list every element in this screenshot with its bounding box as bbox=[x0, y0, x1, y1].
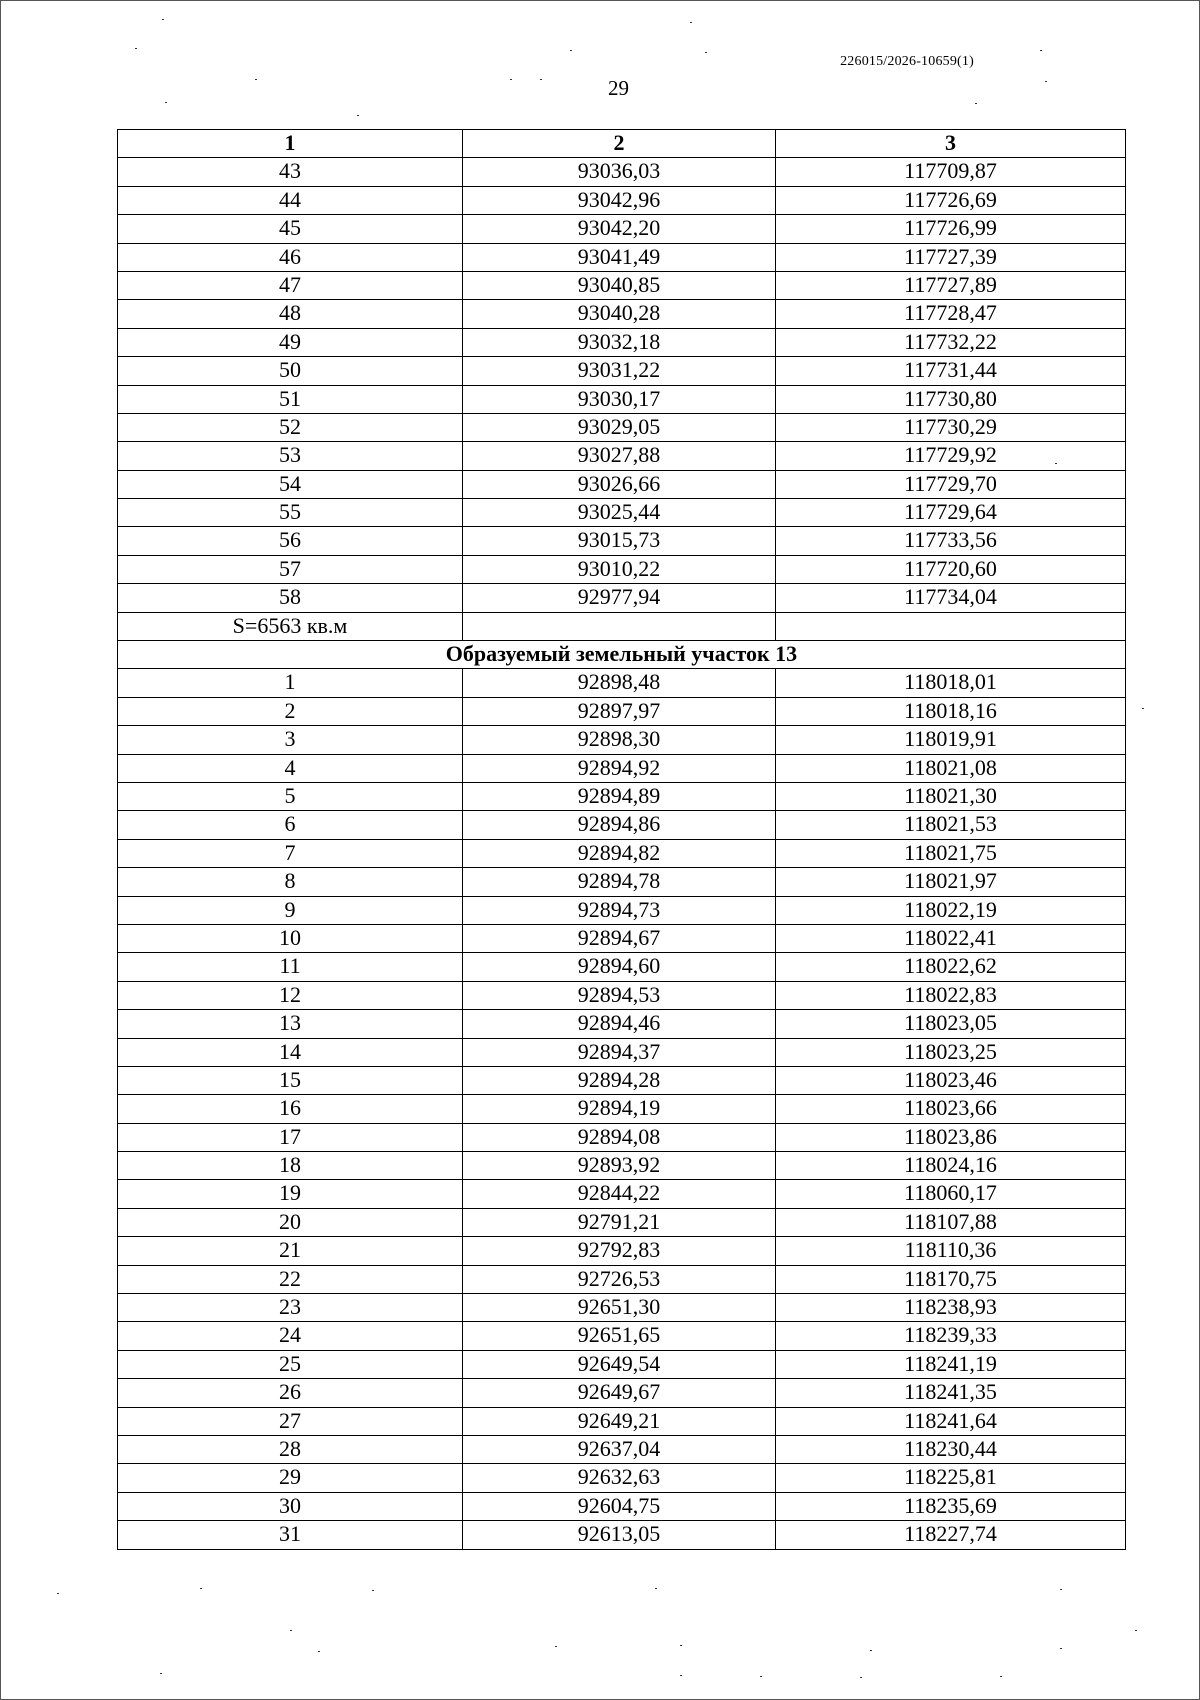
point-number: 22 bbox=[118, 1265, 463, 1293]
table-row bbox=[118, 186, 1126, 214]
point-number: 18 bbox=[118, 1152, 463, 1180]
x-coordinate: 92894,86 bbox=[463, 811, 776, 839]
y-coordinate: 117729,92 bbox=[776, 442, 1126, 470]
table-row bbox=[118, 896, 1126, 924]
x-coordinate: 92651,30 bbox=[463, 1294, 776, 1322]
point-number: 57 bbox=[118, 555, 463, 583]
table-row bbox=[118, 470, 1126, 498]
x-coordinate: 93040,28 bbox=[463, 300, 776, 328]
table-row bbox=[118, 158, 1126, 186]
y-coordinate: 117727,39 bbox=[776, 243, 1126, 271]
point-number: 13 bbox=[118, 1010, 463, 1038]
x-coordinate: 93031,22 bbox=[463, 357, 776, 385]
point-number: 10 bbox=[118, 924, 463, 952]
y-coordinate: 117729,64 bbox=[776, 499, 1126, 527]
x-coordinate: 92894,89 bbox=[463, 782, 776, 810]
y-coordinate: 117734,04 bbox=[776, 584, 1126, 612]
table-row bbox=[118, 1265, 1126, 1293]
y-coordinate: 118241,19 bbox=[776, 1350, 1126, 1378]
table-row bbox=[118, 697, 1126, 725]
x-coordinate: 92726,53 bbox=[463, 1265, 776, 1293]
y-coordinate: 118023,25 bbox=[776, 1038, 1126, 1066]
point-number: 5 bbox=[118, 782, 463, 810]
x-coordinate: 92604,75 bbox=[463, 1492, 776, 1520]
x-coordinate: 92894,73 bbox=[463, 896, 776, 924]
section-title: Образуемый земельный участок 13 bbox=[118, 641, 1126, 669]
column-header: 2 bbox=[463, 130, 776, 158]
point-number: 51 bbox=[118, 385, 463, 413]
point-number: 4 bbox=[118, 754, 463, 782]
table-row bbox=[118, 271, 1126, 299]
point-number: 44 bbox=[118, 186, 463, 214]
point-number: 47 bbox=[118, 271, 463, 299]
point-number: 6 bbox=[118, 811, 463, 839]
table-row bbox=[118, 1407, 1126, 1435]
point-number: 31 bbox=[118, 1521, 463, 1549]
table-row bbox=[118, 527, 1126, 555]
x-coordinate: 92632,63 bbox=[463, 1464, 776, 1492]
table-row bbox=[118, 300, 1126, 328]
x-coordinate: 92649,54 bbox=[463, 1350, 776, 1378]
table-row bbox=[118, 1095, 1126, 1123]
y-coordinate: 118023,66 bbox=[776, 1095, 1126, 1123]
y-coordinate: 118239,33 bbox=[776, 1322, 1126, 1350]
x-coordinate: 92894,53 bbox=[463, 981, 776, 1009]
x-coordinate: 92898,48 bbox=[463, 669, 776, 697]
table-row bbox=[118, 1066, 1126, 1094]
page-number: 29 bbox=[608, 76, 629, 100]
x-coordinate: 93036,03 bbox=[463, 158, 776, 186]
y-coordinate: 118230,44 bbox=[776, 1435, 1126, 1463]
x-coordinate: 92613,05 bbox=[463, 1521, 776, 1549]
table-row bbox=[118, 1521, 1126, 1549]
table-row bbox=[118, 1322, 1126, 1350]
point-number: 43 bbox=[118, 158, 463, 186]
point-number: 30 bbox=[118, 1492, 463, 1520]
y-coordinate: 118021,53 bbox=[776, 811, 1126, 839]
x-coordinate: 93032,18 bbox=[463, 328, 776, 356]
point-number: 45 bbox=[118, 215, 463, 243]
x-coordinate: 92894,78 bbox=[463, 868, 776, 896]
x-coordinate: 93030,17 bbox=[463, 385, 776, 413]
point-number: 15 bbox=[118, 1066, 463, 1094]
x-coordinate: 92894,08 bbox=[463, 1123, 776, 1151]
point-number: 24 bbox=[118, 1322, 463, 1350]
table-row bbox=[118, 868, 1126, 896]
x-coordinate: 92651,65 bbox=[463, 1322, 776, 1350]
point-number: 27 bbox=[118, 1407, 463, 1435]
table-row bbox=[118, 555, 1126, 583]
section-row bbox=[118, 641, 1126, 669]
point-number: 29 bbox=[118, 1464, 463, 1492]
y-coordinate: 118021,08 bbox=[776, 754, 1126, 782]
y-coordinate: 117727,89 bbox=[776, 271, 1126, 299]
x-coordinate: 92898,30 bbox=[463, 726, 776, 754]
y-coordinate: 118225,81 bbox=[776, 1464, 1126, 1492]
x-coordinate: 92844,22 bbox=[463, 1180, 776, 1208]
y-coordinate: 118227,74 bbox=[776, 1521, 1126, 1549]
point-number: 3 bbox=[118, 726, 463, 754]
point-number: 14 bbox=[118, 1038, 463, 1066]
point-number: 2 bbox=[118, 697, 463, 725]
point-number: 11 bbox=[118, 953, 463, 981]
area-value: S=6563 кв.м bbox=[118, 612, 463, 640]
y-coordinate: 118060,17 bbox=[776, 1180, 1126, 1208]
x-coordinate: 92977,94 bbox=[463, 584, 776, 612]
y-coordinate: 117728,47 bbox=[776, 300, 1126, 328]
point-number: 50 bbox=[118, 357, 463, 385]
x-coordinate: 93015,73 bbox=[463, 527, 776, 555]
table-row bbox=[118, 1038, 1126, 1066]
table-row bbox=[118, 754, 1126, 782]
y-coordinate: 118021,97 bbox=[776, 868, 1126, 896]
y-coordinate: 118238,93 bbox=[776, 1294, 1126, 1322]
point-number: 9 bbox=[118, 896, 463, 924]
y-coordinate: 117726,69 bbox=[776, 186, 1126, 214]
table-row bbox=[118, 1010, 1126, 1038]
point-number: 52 bbox=[118, 413, 463, 441]
x-coordinate: 93042,20 bbox=[463, 215, 776, 243]
y-coordinate: 118024,16 bbox=[776, 1152, 1126, 1180]
y-coordinate: 118170,75 bbox=[776, 1265, 1126, 1293]
table-row bbox=[118, 215, 1126, 243]
table-row bbox=[118, 1152, 1126, 1180]
table-row bbox=[118, 1435, 1126, 1463]
point-number: 46 bbox=[118, 243, 463, 271]
table-row bbox=[118, 811, 1126, 839]
y-coordinate: 117720,60 bbox=[776, 555, 1126, 583]
point-number: 23 bbox=[118, 1294, 463, 1322]
x-coordinate: 92894,60 bbox=[463, 953, 776, 981]
y-coordinate: 117732,22 bbox=[776, 328, 1126, 356]
point-number: 58 bbox=[118, 584, 463, 612]
y-coordinate: 118241,35 bbox=[776, 1379, 1126, 1407]
y-coordinate: 118018,16 bbox=[776, 697, 1126, 725]
y-coordinate: 118023,86 bbox=[776, 1123, 1126, 1151]
x-coordinate: 92649,21 bbox=[463, 1407, 776, 1435]
x-coordinate: 92637,04 bbox=[463, 1435, 776, 1463]
point-number: 28 bbox=[118, 1435, 463, 1463]
table-row bbox=[118, 499, 1126, 527]
y-coordinate: 118018,01 bbox=[776, 669, 1126, 697]
x-coordinate: 92894,82 bbox=[463, 839, 776, 867]
table-row bbox=[118, 839, 1126, 867]
point-number: 20 bbox=[118, 1208, 463, 1236]
table-row bbox=[118, 413, 1126, 441]
point-number: 26 bbox=[118, 1379, 463, 1407]
table-row bbox=[118, 1464, 1126, 1492]
table-row bbox=[118, 1208, 1126, 1236]
table-row bbox=[118, 1492, 1126, 1520]
y-coordinate: 118023,05 bbox=[776, 1010, 1126, 1038]
y-coordinate: 118241,64 bbox=[776, 1407, 1126, 1435]
x-coordinate: 92897,97 bbox=[463, 697, 776, 725]
table-row bbox=[118, 1180, 1126, 1208]
x-coordinate: 93041,49 bbox=[463, 243, 776, 271]
x-coordinate: 92894,92 bbox=[463, 754, 776, 782]
y-coordinate: 118023,46 bbox=[776, 1066, 1126, 1094]
y-coordinate: 118022,83 bbox=[776, 981, 1126, 1009]
x-coordinate: 93042,96 bbox=[463, 186, 776, 214]
x-coordinate: 93029,05 bbox=[463, 413, 776, 441]
table-row bbox=[118, 1123, 1126, 1151]
x-coordinate: 93040,85 bbox=[463, 271, 776, 299]
x-coordinate: 93025,44 bbox=[463, 499, 776, 527]
table-row bbox=[118, 243, 1126, 271]
x-coordinate: 93027,88 bbox=[463, 442, 776, 470]
table-row bbox=[118, 924, 1126, 952]
y-coordinate: 117730,80 bbox=[776, 385, 1126, 413]
y-coordinate: 118022,19 bbox=[776, 896, 1126, 924]
x-coordinate: 92894,67 bbox=[463, 924, 776, 952]
point-number: 7 bbox=[118, 839, 463, 867]
y-coordinate: 117733,56 bbox=[776, 527, 1126, 555]
point-number: 49 bbox=[118, 328, 463, 356]
x-coordinate: 93026,66 bbox=[463, 470, 776, 498]
x-coordinate: 92894,28 bbox=[463, 1066, 776, 1094]
y-coordinate: 117731,44 bbox=[776, 357, 1126, 385]
y-coordinate: 117729,70 bbox=[776, 470, 1126, 498]
table-row bbox=[118, 357, 1126, 385]
empty-cell bbox=[463, 612, 776, 640]
column-header: 3 bbox=[776, 130, 1126, 158]
table-row bbox=[118, 328, 1126, 356]
point-number: 54 bbox=[118, 470, 463, 498]
point-number: 12 bbox=[118, 981, 463, 1009]
y-coordinate: 118235,69 bbox=[776, 1492, 1126, 1520]
y-coordinate: 118022,41 bbox=[776, 924, 1126, 952]
table-row bbox=[118, 669, 1126, 697]
table-row bbox=[118, 953, 1126, 981]
document-number: 226015/2026-10659(1) bbox=[840, 54, 974, 69]
x-coordinate: 92791,21 bbox=[463, 1208, 776, 1236]
x-coordinate: 93010,22 bbox=[463, 555, 776, 583]
table-row bbox=[118, 782, 1126, 810]
table-row bbox=[118, 1237, 1126, 1265]
table-header-row bbox=[118, 130, 1126, 158]
y-coordinate: 118110,36 bbox=[776, 1237, 1126, 1265]
y-coordinate: 117726,99 bbox=[776, 215, 1126, 243]
x-coordinate: 92893,92 bbox=[463, 1152, 776, 1180]
y-coordinate: 118019,91 bbox=[776, 726, 1126, 754]
y-coordinate: 118021,75 bbox=[776, 839, 1126, 867]
y-coordinate: 118022,62 bbox=[776, 953, 1126, 981]
point-number: 8 bbox=[118, 868, 463, 896]
x-coordinate: 92894,46 bbox=[463, 1010, 776, 1038]
x-coordinate: 92894,37 bbox=[463, 1038, 776, 1066]
point-number: 16 bbox=[118, 1095, 463, 1123]
table-row bbox=[118, 385, 1126, 413]
table-row bbox=[118, 1379, 1126, 1407]
y-coordinate: 117709,87 bbox=[776, 158, 1126, 186]
y-coordinate: 118107,88 bbox=[776, 1208, 1126, 1236]
column-header: 1 bbox=[118, 130, 463, 158]
point-number: 48 bbox=[118, 300, 463, 328]
point-number: 21 bbox=[118, 1237, 463, 1265]
point-number: 56 bbox=[118, 527, 463, 555]
coordinates-table bbox=[117, 129, 1126, 1550]
area-row bbox=[118, 612, 1126, 640]
x-coordinate: 92649,67 bbox=[463, 1379, 776, 1407]
point-number: 17 bbox=[118, 1123, 463, 1151]
table-row bbox=[118, 584, 1126, 612]
empty-cell bbox=[776, 612, 1126, 640]
table-row bbox=[118, 1294, 1126, 1322]
point-number: 55 bbox=[118, 499, 463, 527]
point-number: 25 bbox=[118, 1350, 463, 1378]
table-row bbox=[118, 726, 1126, 754]
y-coordinate: 118021,30 bbox=[776, 782, 1126, 810]
table-row bbox=[118, 981, 1126, 1009]
table-row bbox=[118, 1350, 1126, 1378]
y-coordinate: 117730,29 bbox=[776, 413, 1126, 441]
table-row bbox=[118, 442, 1126, 470]
x-coordinate: 92894,19 bbox=[463, 1095, 776, 1123]
point-number: 53 bbox=[118, 442, 463, 470]
point-number: 19 bbox=[118, 1180, 463, 1208]
x-coordinate: 92792,83 bbox=[463, 1237, 776, 1265]
point-number: 1 bbox=[118, 669, 463, 697]
